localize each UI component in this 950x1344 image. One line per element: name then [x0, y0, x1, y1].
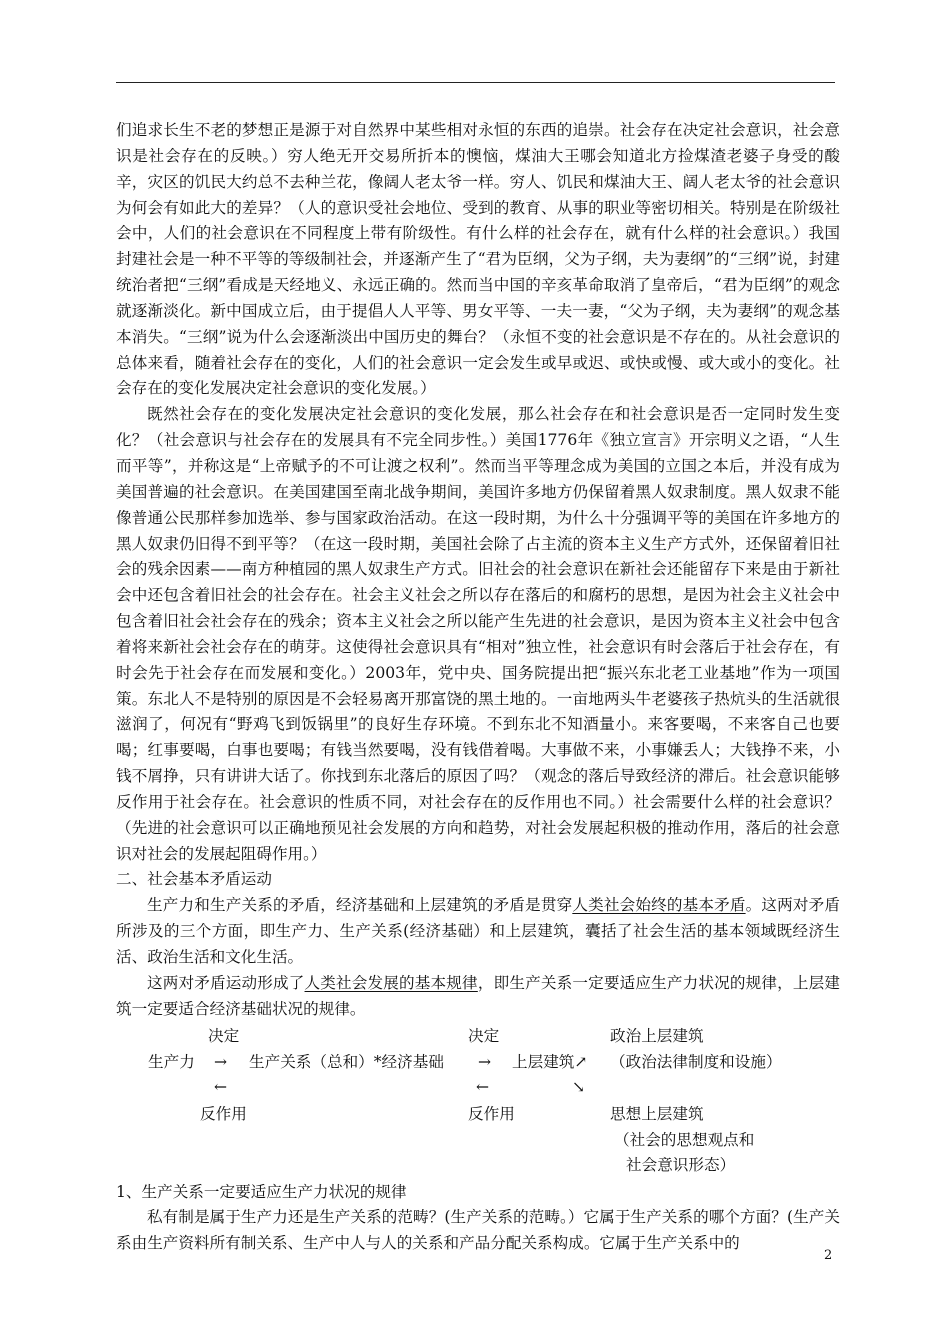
paragraph-2: 既然社会存在的变化发展决定社会意识的变化发展，那么社会存在和社会意识是否一定同时发生变化？（社会意识与社会存在的发展具有不完全同步性。）美国1776年《独立宣言》开宗明义之语，“人生而平等”，并称这是“上帝赋予的不可让渡之权利”。然而当平等理念成为美国的立国之本后，并没有成为美国普遍的社会意识。在美国建国至南北战争期间，美国许多地方仍保留着黑人奴隶制度。黑人奴隶不能像普通公民那样参加选举、参与国家政治活动。在这一段时期，为什么十分强调平等的美国在许多地方的黑人奴隶仍旧得不到平等？（在这一段时期，美国社会除了占主流的资本主义生产方式外，还保留着旧社会的残余因素——南方种植园的黑人奴隶生产方式。旧社会的社会意识在新社会还能留存下来是由于新社会中还包含着旧社会的社会存在。社会主义社会之所以存在落后的和腐朽的思想，是因为社会主义社会中包含着旧社会社会存在的残余；资本主义社会之所以能产生先进的社会意识，是因为资本主义社会中包含着将来新社会社会存在的萌芽。这使得社会意识具有“相对”独立性，社会意识有时会落后于社会存在，有时会先于社会存在而发展和变化。）2003年，党中央、国务院提出把“振兴东北老工业基地”作为一项国策。东北人不是特别的原因是不会轻易离开那富饶的黑土地的。一亩地两头牛老婆孩子热炕头的生活就很滋润了，何况有“野鸡飞到饭锅里”的良好生存环境。不到东北不知酒量小。来客要喝，不来客自己也要喝；红事要喝，白事也要喝；有钱当然要喝，没有钱借着喝。大事做不来，小事嫌丢人；大钱挣不来，小钱不屑挣，只有讲讲大话了。你找到东北落后的原因了吗？（观念的落后导致经济的滞后。社会意识能够反作用于社会存在。社会意识的性质不同，对社会存在的反作用也不同。）社会需要什么样的社会意识？（先进的社会意识可以正确地预见社会发展的方向和趋势，对社会发展起积极的推动作用，落后的社会意识对社会的发展起阻碍作用。） — [116, 405, 840, 863]
diagram-ideological-detail-2: 社会意识形态） — [626, 1155, 736, 1174]
diagram-production-relations: 生产关系（总和）*经济基础 — [249, 1052, 444, 1071]
diagram-arrow-left-2: ← — [476, 1077, 490, 1096]
paragraph-5: 私有制是属于生产力还是生产关系的范畴？(生产关系的范畴。）它属于生产关系的哪个方面？(生产关系由生产资料所有制关系、生产中人与人的关系和产品分配关系构成。它属于生产关系中的 — [116, 1208, 840, 1253]
header-rule — [116, 82, 835, 83]
diagram-arrow-right-1: → — [214, 1052, 228, 1071]
diagram-productivity: 生产力 — [148, 1052, 195, 1071]
paragraph-4-lead: 这两对矛盾运动形成了 — [147, 973, 305, 992]
paragraph-3-tail: 。这两对矛盾所涉及的三个方面，即生产力、生产关系(经济基础）和上层建筑，囊括了社会生活的基本领域既经济生活、政治生活和文化生活。 — [116, 896, 840, 966]
paragraph-4-tail: ，即生产关系一定要适应生产力状况的规律，上层建筑一定要适合经济基础状况的规律。 — [116, 973, 840, 1018]
diagram-react-2: 反作用 — [468, 1104, 515, 1123]
paragraph-4-underlined: 人类社会发展的基本规律 — [304, 973, 478, 992]
section-heading-2: 二、社会基本矛盾运动 — [116, 870, 272, 889]
paragraph-4 — [116, 971, 840, 1023]
relations-diagram — [116, 1023, 840, 1174]
diagram-decide-1: 决定 — [208, 1026, 240, 1045]
paragraph-1: 们追求长生不老的梦想正是源于对自然界中某些相对永恒的东西的追崇。社会存在决定社会意识，社会意识是社会存在的反映。）穷人绝无开交易所折本的懊恼，煤油大王哪会知道北方捡煤渣老婆子身受的酸辛，灾区的饥民大约总不去种兰花，像阔人老太爷一样。穷人、饥民和煤油大王、阔人老太爷的社会意识为何会有如此大的差异？（人的意识受社会地位、受到的教育、从事的职业等密切相关。特别是在阶级社会中，人们的社会意识在不同程度上带有阶级性。有什么样的社会存在，就有什么样的社会意识。）我国封建社会是一种不平等的等级制社会，并逐渐产生了“君为臣纲，父为子纲，夫为妻纲”的“三纲”说，封建统治者把“三纲”看成是天经地义、永远正确的。然而当中国的辛亥革命取消了皇帝后，“君为臣纲”的观念就逐渐淡化。新中国成立后，由于提倡人人平等、男女平等、一夫一妻，“父为子纲，夫为妻纲”的观念基本消失。“三纲”说为什么会逐渐淡出中国历史的舞台？（永恒不变的社会意识是不存在的。从社会意识的总体来看，随着社会存在的变化，人们的社会意识一定会发生或早或迟、或快或慢、或大或小的变化。社会存在的变化发展决定社会意识的变化发展。） — [116, 121, 840, 398]
diagram-arrow-right-2: → — [478, 1052, 492, 1071]
diagram-react-1: 反作用 — [200, 1104, 247, 1123]
paragraph-3-underlined: 人类社会始终的基本矛盾 — [572, 896, 746, 915]
diagram-arrow-left-1: ← — [214, 1077, 228, 1096]
diagram-superstructure: 上层建筑↗ — [512, 1052, 588, 1071]
diagram-political-detail: （政治法律制度和设施） — [610, 1052, 782, 1071]
diagram-ideological-superstructure: 思想上层建筑 — [610, 1104, 704, 1123]
diagram-ideological-detail-1: （社会的思想观点和 — [614, 1130, 755, 1149]
page-number: 2 — [824, 1248, 833, 1263]
paragraph-3-lead: 生产力和生产关系的矛盾，经济基础和上层建筑的矛盾是贯穿 — [147, 896, 573, 915]
diagram-political-superstructure: 政治上层建筑 — [610, 1026, 704, 1045]
paragraph-3 — [116, 893, 840, 971]
section-heading-3: 1、生产关系一定要适应生产力状况的规律 — [116, 1182, 407, 1201]
document-body — [116, 118, 840, 1257]
diagram-decide-2: 决定 — [468, 1026, 500, 1045]
diagram-arrow-down-right: ↘ — [572, 1077, 586, 1096]
